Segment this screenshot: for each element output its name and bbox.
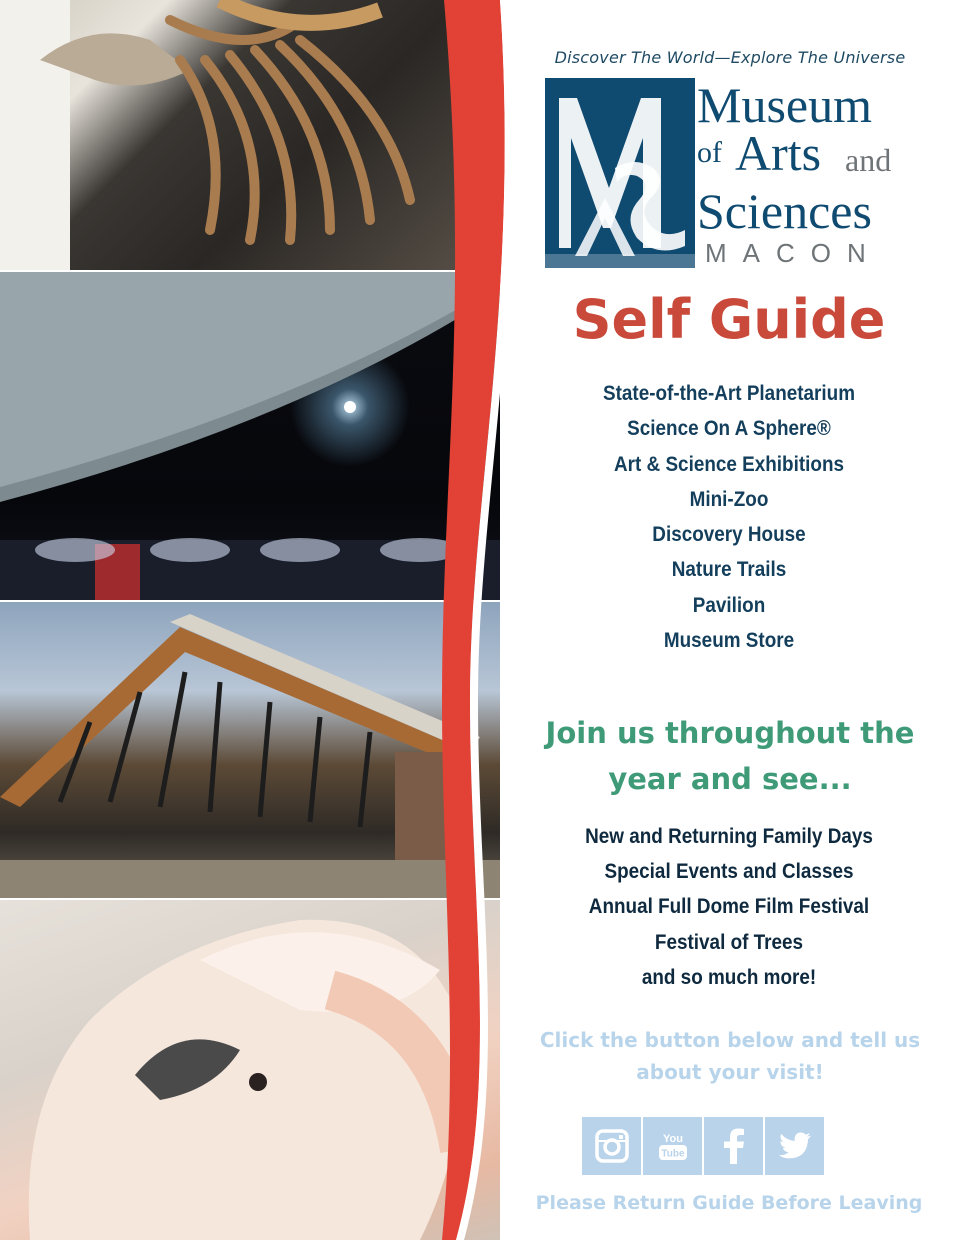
feedback-prompt (520, 1024, 940, 1088)
list-item: Pavilion (692, 593, 766, 617)
instagram-icon (595, 1129, 629, 1163)
page-title: Self Guide (572, 288, 886, 351)
list-item: Festival of Trees (654, 930, 804, 954)
join-heading (530, 710, 930, 802)
youtube-label-tube: Tube (660, 1148, 685, 1160)
list-item: Special Events and Classes (604, 860, 854, 884)
logo-word-and: and (845, 142, 892, 178)
list-item: and so much more! (641, 965, 817, 989)
cockatoo-photo (0, 900, 500, 1240)
facebook-icon (722, 1128, 746, 1164)
list-item: Science On A Sphere® (627, 417, 831, 441)
return-guide-notice: Please Return Guide Before Leaving (535, 1192, 923, 1214)
feedback-prompt-line: about your visit! (636, 1060, 824, 1084)
list-item: Mini-Zoo (689, 487, 769, 511)
list-item: Art & Science Exhibitions (613, 452, 845, 476)
list-item: Museum Store (663, 629, 795, 653)
instagram-button[interactable] (582, 1117, 641, 1175)
planetarium-photo (0, 272, 500, 600)
list-item: New and Returning Family Days (585, 825, 873, 848)
logo-word-museum: Museum (697, 77, 872, 133)
list-item: Annual Full Dome Film Festival (588, 895, 870, 919)
events-list (500, 823, 958, 999)
list-item: State-of-the-Art Planetarium (602, 382, 856, 405)
join-heading-line: Join us throughout the (545, 716, 915, 750)
list-item: Discovery House (652, 523, 806, 547)
social-buttons (582, 1117, 824, 1175)
mas-monogram-icon (545, 78, 695, 268)
logo-word-arts: Arts (735, 125, 822, 181)
list-item: Nature Trails (671, 558, 787, 582)
tagline: Discover The World—Explore The Universe (554, 48, 906, 67)
fossil-skeleton-photo (0, 0, 500, 270)
features-list (500, 380, 958, 662)
youtube-icon (653, 1129, 693, 1163)
logo-word-sciences: Sciences (697, 183, 872, 239)
youtube-label-you: You (662, 1133, 683, 1145)
logo-word-macon: MACON (705, 238, 882, 268)
feedback-prompt-line: Click the button below and tell us (539, 1028, 921, 1052)
twitter-icon (778, 1132, 812, 1160)
museum-logo (545, 78, 905, 268)
join-heading-line: year and see... (608, 762, 852, 796)
facebook-button[interactable] (704, 1117, 763, 1175)
pavilion-photo (0, 602, 500, 898)
logo-word-of: of (697, 136, 722, 169)
twitter-button[interactable] (765, 1117, 824, 1175)
youtube-button[interactable] (643, 1117, 702, 1175)
info-panel (500, 0, 958, 1240)
